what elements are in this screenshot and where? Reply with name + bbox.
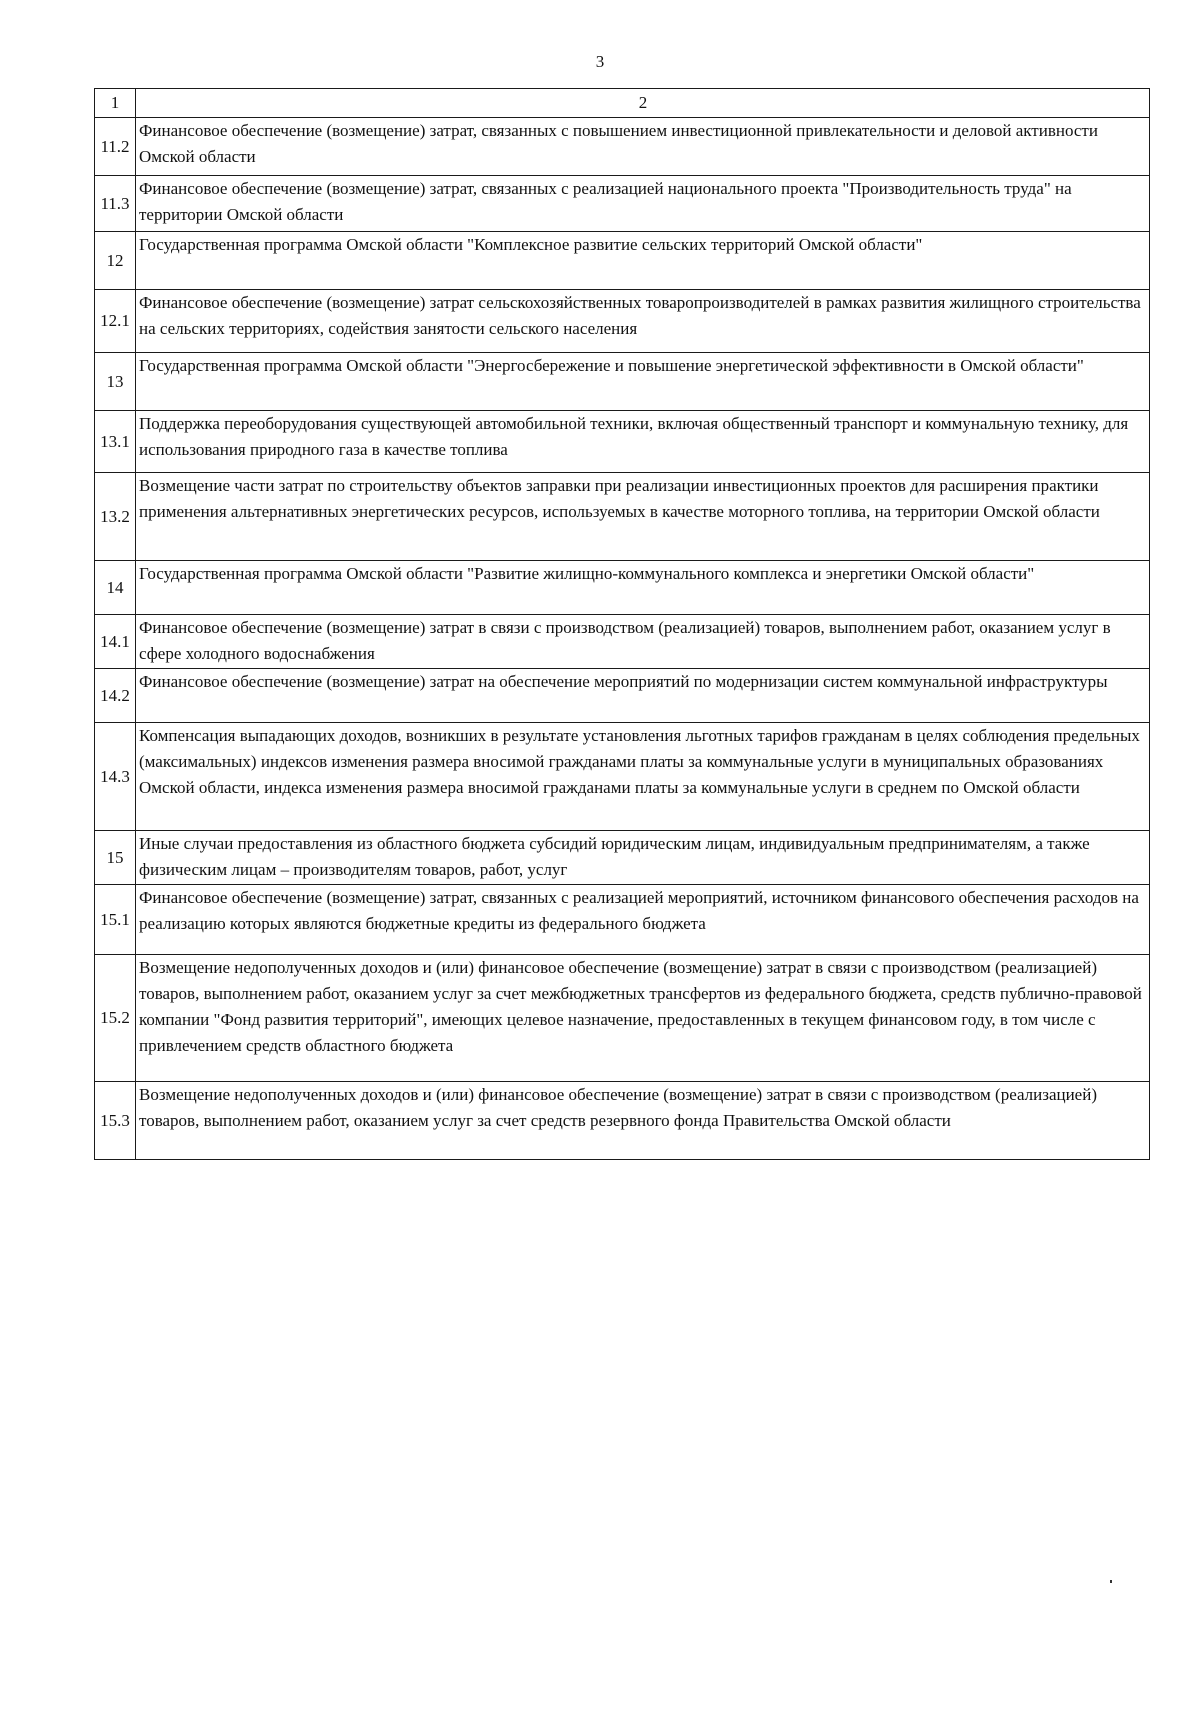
table-row: [95, 118, 1150, 176]
row-text: Финансовое обеспечение (возмещение) затрат сельскохозяйственных товаропроизводителей в рамках развития жилищного строительства на сельских территориях, содействия занятости сельского населения: [136, 290, 1150, 353]
row-number: 14: [95, 561, 136, 615]
row-text: Финансовое обеспечение (возмещение) затрат, связанных с реализацией национального проекта "Производительность труда" на территории Омской области: [136, 176, 1150, 232]
row-number: 13.1: [95, 411, 136, 473]
row-number: 15.3: [95, 1082, 136, 1160]
column-header-2: 2: [136, 89, 1150, 118]
row-text: Возмещение недополученных доходов и (или) финансовое обеспечение (возмещение) затрат в связи с производством (реализацией) товаров, выполнением работ, оказанием услуг за счет межбюджетных трансфертов из федерального бюджета, средств публично-правовой компании "Фонд развития территорий", имеющих целевое назначение, предоставленных в текущем финансовом году, в том числе с привлечением средств областного бюджета: [136, 955, 1150, 1082]
row-text: Финансовое обеспечение (возмещение) затрат на обеспечение мероприятий по модернизации систем коммунальной инфраструктуры: [136, 669, 1150, 723]
page-number: 3: [595, 52, 605, 71]
row-number: 15: [95, 831, 136, 885]
row-text: Финансовое обеспечение (возмещение) затрат, связанных с реализацией мероприятий, источником финансового обеспечения расходов на реализацию которых являются бюджетные кредиты из федерального бюджета: [136, 885, 1150, 955]
row-number: 14.2: [95, 669, 136, 723]
row-number: 12.1: [95, 290, 136, 353]
row-number: 14.3: [95, 723, 136, 831]
row-number: 12: [95, 232, 136, 290]
row-number: 13.2: [95, 473, 136, 561]
table-row: [95, 885, 1150, 955]
row-text: Государственная программа Омской области "Развитие жилищно-коммунального комплекса и энергетики Омской области": [136, 561, 1150, 615]
table-header-row: [95, 89, 1150, 118]
row-number: 11.3: [95, 176, 136, 232]
table-row: [95, 290, 1150, 353]
row-text: Компенсация выпадающих доходов, возникших в результате установления льготных тарифов гражданам в целях соблюдения предельных (максимальных) индексов изменения размера вносимой гражданами платы за коммунальные услуги в муниципальных образованиях Омской области, индекса изменения размера вносимой гражданами платы за коммунальные услуги в среднем по Омской области: [136, 723, 1150, 831]
table-row: [95, 353, 1150, 411]
table-row: [95, 1082, 1150, 1160]
table-row: [95, 561, 1150, 615]
column-header-1: 1: [95, 89, 136, 118]
table-row: [95, 831, 1150, 885]
row-text: Финансовое обеспечение (возмещение) затрат, связанных с повышением инвестиционной привлекательности и деловой активности Омской области: [136, 118, 1150, 176]
table-row: [95, 669, 1150, 723]
row-text: Иные случаи предоставления из областного бюджета субсидий юридическим лицам, индивидуальным предпринимателям, а также физическим лицам – производителям товаров, работ, услуг: [136, 831, 1150, 885]
row-number: 11.2: [95, 118, 136, 176]
row-number: 15.1: [95, 885, 136, 955]
scan-dot-mark: [1110, 1580, 1112, 1583]
table-row: [95, 473, 1150, 561]
table-row: [95, 411, 1150, 473]
row-number: 15.2: [95, 955, 136, 1082]
row-text: Поддержка переоборудования существующей автомобильной техники, включая общественный транспорт и коммунальную технику, для использования природного газа в качестве топлива: [136, 411, 1150, 473]
table-row: [95, 955, 1150, 1082]
table-row: [95, 723, 1150, 831]
table-row: [95, 615, 1150, 669]
row-number: 14.1: [95, 615, 136, 669]
row-text: Государственная программа Омской области "Комплексное развитие сельских территорий Омской области": [136, 232, 1150, 290]
row-text: Возмещение части затрат по строительству объектов заправки при реализации инвестиционных проектов для расширения практики применения альтернативных энергетических ресурсов, используемых в качестве моторного топлива, на территории Омской области: [136, 473, 1150, 561]
table-row: [95, 176, 1150, 232]
row-text: Возмещение недополученных доходов и (или) финансовое обеспечение (возмещение) затрат в связи с производством (реализацией) товаров, выполнением работ, оказанием услуг за счет средств резервного фонда Правительства Омской области: [136, 1082, 1150, 1160]
row-text: Финансовое обеспечение (возмещение) затрат в связи с производством (реализацией) товаров, выполнением работ, оказанием услуг в сфере холодного водоснабжения: [136, 615, 1150, 669]
row-text: Государственная программа Омской области "Энергосбережение и повышение энергетической эффективности в Омской области": [136, 353, 1150, 411]
table-row: [95, 232, 1150, 290]
subsidy-cases-table: [94, 88, 1150, 1160]
row-number: 13: [95, 353, 136, 411]
